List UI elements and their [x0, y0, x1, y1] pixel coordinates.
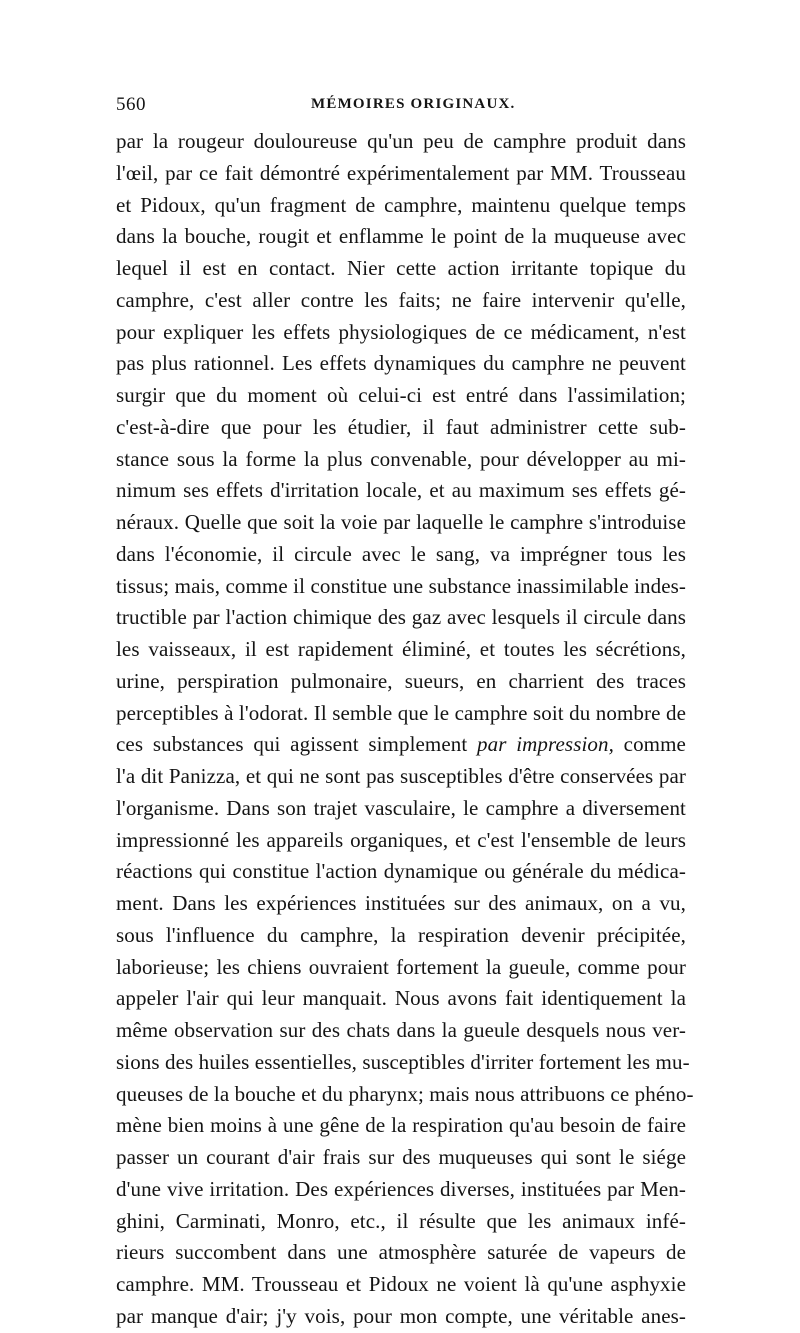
text-line: les vaisseaux, il est rapidement éliminé, et toutes les sécrétions,: [116, 637, 686, 661]
body-text: [116, 126, 694, 1333]
text-line: tissus; mais, comme il constitue une substance inassimilable indes-: [116, 573, 686, 598]
text-line: et Pidoux, qu'un fragment de camphre, maintenu quelque temps: [116, 192, 686, 217]
text-line: surgir que du moment où celui-ci est entré dans l'assimilation;: [116, 383, 686, 407]
text-line: par la rougeur douloureuse qu'un peu de camphre produit dans: [116, 129, 686, 153]
text-segment: ces substances qui agissent simplement: [116, 732, 478, 757]
text-line: nimum ses effets d'irritation locale, et au maximum ses effets gé-: [116, 478, 686, 503]
text-line: même observation sur des chats dans la gueule desquels nous ver-: [116, 1018, 686, 1042]
running-title: MÉMOIRES ORIGINAUX.: [311, 96, 516, 112]
text-line: perceptibles à l'odorat. Il semble que le camphre soit du nombre de: [116, 700, 686, 725]
text-line: ment. Dans les expériences instituées sur des animaux, on a vu,: [116, 891, 686, 915]
running-head: [116, 94, 682, 120]
text-line: ghini, Carminati, Monro, etc., il résulte que les animaux infé-: [116, 1208, 686, 1233]
text-line: laborieuse; les chiens ouvraient fortement la gueule, comme pour: [116, 954, 686, 979]
text-line: camphre. MM. Trousseau et Pidoux ne voient là qu'une asphyxie: [116, 1272, 686, 1296]
text-line: sions des huiles essentielles, susceptibles d'irriter fortement les mu-: [116, 1049, 690, 1074]
text-line: lequel il est en contact. Nier cette action irritante topique du: [116, 256, 686, 280]
text-line: appeler l'air qui leur manquait. Nous avons fait identiquement la: [116, 986, 686, 1011]
text-line: sous l'influence du camphre, la respiration devenir précipitée,: [116, 922, 686, 947]
text-segment: comme: [613, 732, 686, 757]
text-line: stance sous la forme la plus convenable, pour développer au mi-: [116, 446, 686, 471]
text-line: réactions qui constitue l'action dynamique ou générale du médica-: [116, 859, 686, 884]
text-line: par manque d'air; j'y vois, pour mon compte, une véritable anes-: [116, 1303, 686, 1328]
text-line: l'a dit Panizza, et qui ne sont pas susceptibles d'être conservées par: [116, 764, 686, 788]
text-line: c'est-à-dire que pour les étudier, il faut administrer cette sub-: [116, 414, 686, 439]
text-line: passer un courant d'air frais sur des muqueuses qui sont le siége: [116, 1145, 686, 1169]
text-line: dans la bouche, rougit et enflamme le point de la muqueuse avec: [116, 224, 686, 249]
text-line: camphre, c'est aller contre les faits; ne faire intervenir qu'elle,: [116, 287, 686, 312]
text-line: mène bien moins à une gêne de la respiration qu'au besoin de faire: [116, 1113, 686, 1138]
text-line: néraux. Quelle que soit la voie par laquelle le camphre s'introduise: [116, 510, 686, 534]
text-line-with-italic: [116, 729, 686, 761]
italic-phrase: par impression,: [477, 732, 614, 757]
text-line: l'organisme. Dans son trajet vasculaire, le camphre a diversement: [116, 795, 686, 820]
text-line: pas plus rationnel. Les effets dynamiques du camphre ne peuvent: [116, 351, 686, 376]
text-line: pour expliquer les effets physiologiques de ce médicament, n'est: [116, 319, 686, 344]
text-line: urine, perspiration pulmonaire, sueurs, en charrient des traces: [116, 668, 686, 693]
text-line: l'œil, par ce fait démontré expérimentalement par MM. Trousseau: [116, 160, 686, 185]
text-line: rieurs succombent dans une atmosphère saturée de vapeurs de: [116, 1240, 686, 1265]
text-line: impressionné les appareils organiques, et c'est l'ensemble de leurs: [116, 827, 686, 852]
page-number: 560: [116, 94, 146, 115]
text-line: d'une vive irritation. Des expériences diverses, instituées par Men-: [116, 1176, 686, 1201]
text-line: queuses de la bouche et du pharynx; mais nous attribuons ce phéno-: [116, 1081, 694, 1106]
text-line: tructible par l'action chimique des gaz avec lesquels il circule dans: [116, 605, 686, 630]
text-line: dans l'économie, il circule avec le sang, va imprégner tous les: [116, 541, 686, 566]
